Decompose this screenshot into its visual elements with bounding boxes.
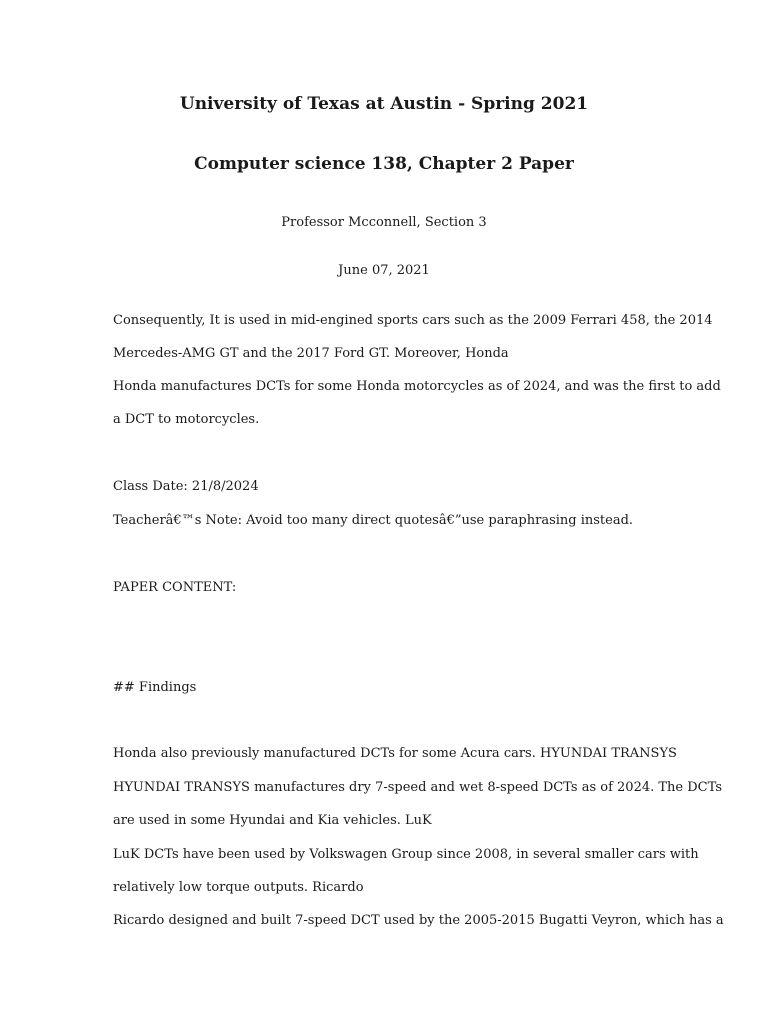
class-date: Class Date: 21/8/2024 — [113, 479, 259, 494]
findings-line-5: relatively low torque outputs. Ricardo — [113, 880, 364, 895]
findings-line-3: are used in some Hyundai and Kia vehicles. LuK — [113, 813, 432, 828]
findings-heading: ## Findings — [113, 680, 197, 695]
teacher-note: Teacherâ€™s Note: Avoid too many direct quotesâ€”use paraphrasing instead. — [113, 513, 634, 528]
document-subtitle: Computer science 138, Chapter 2 Paper — [194, 154, 574, 174]
document-title: University of Texas at Austin - Spring 2021 — [179, 94, 589, 114]
intro-line-2: Mercedes-AMG GT and the 2017 Ford GT. Moreover, Honda — [113, 346, 509, 361]
intro-line-4: a DCT to motorcycles. — [113, 412, 260, 427]
intro-line-1: Consequently, It is used in mid-engined sports cars such as the 2009 Ferrari 458, the 2014 — [113, 313, 713, 328]
paper-content-label: PAPER CONTENT: — [113, 580, 237, 595]
intro-line-3: Honda manufactures DCTs for some Honda motorcycles as of 2024, and was the first to add — [113, 379, 721, 394]
findings-line-6: Ricardo designed and built 7-speed DCT used by the 2005-2015 Bugatti Veyron, which has a — [113, 913, 724, 928]
findings-line-2: HYUNDAI TRANSYS manufactures dry 7-speed and wet 8-speed DCTs as of 2024. The DCTs — [113, 780, 723, 795]
findings-line-1: Honda also previously manufactured DCTs for some Acura cars. HYUNDAI TRANSYS — [113, 746, 677, 761]
findings-line-4: LuK DCTs have been used by Volkswagen Group since 2008, in several smaller cars with — [113, 847, 699, 862]
date-line: June 07, 2021 — [338, 263, 430, 278]
professor-line: Professor Mcconnell, Section 3 — [281, 215, 487, 230]
